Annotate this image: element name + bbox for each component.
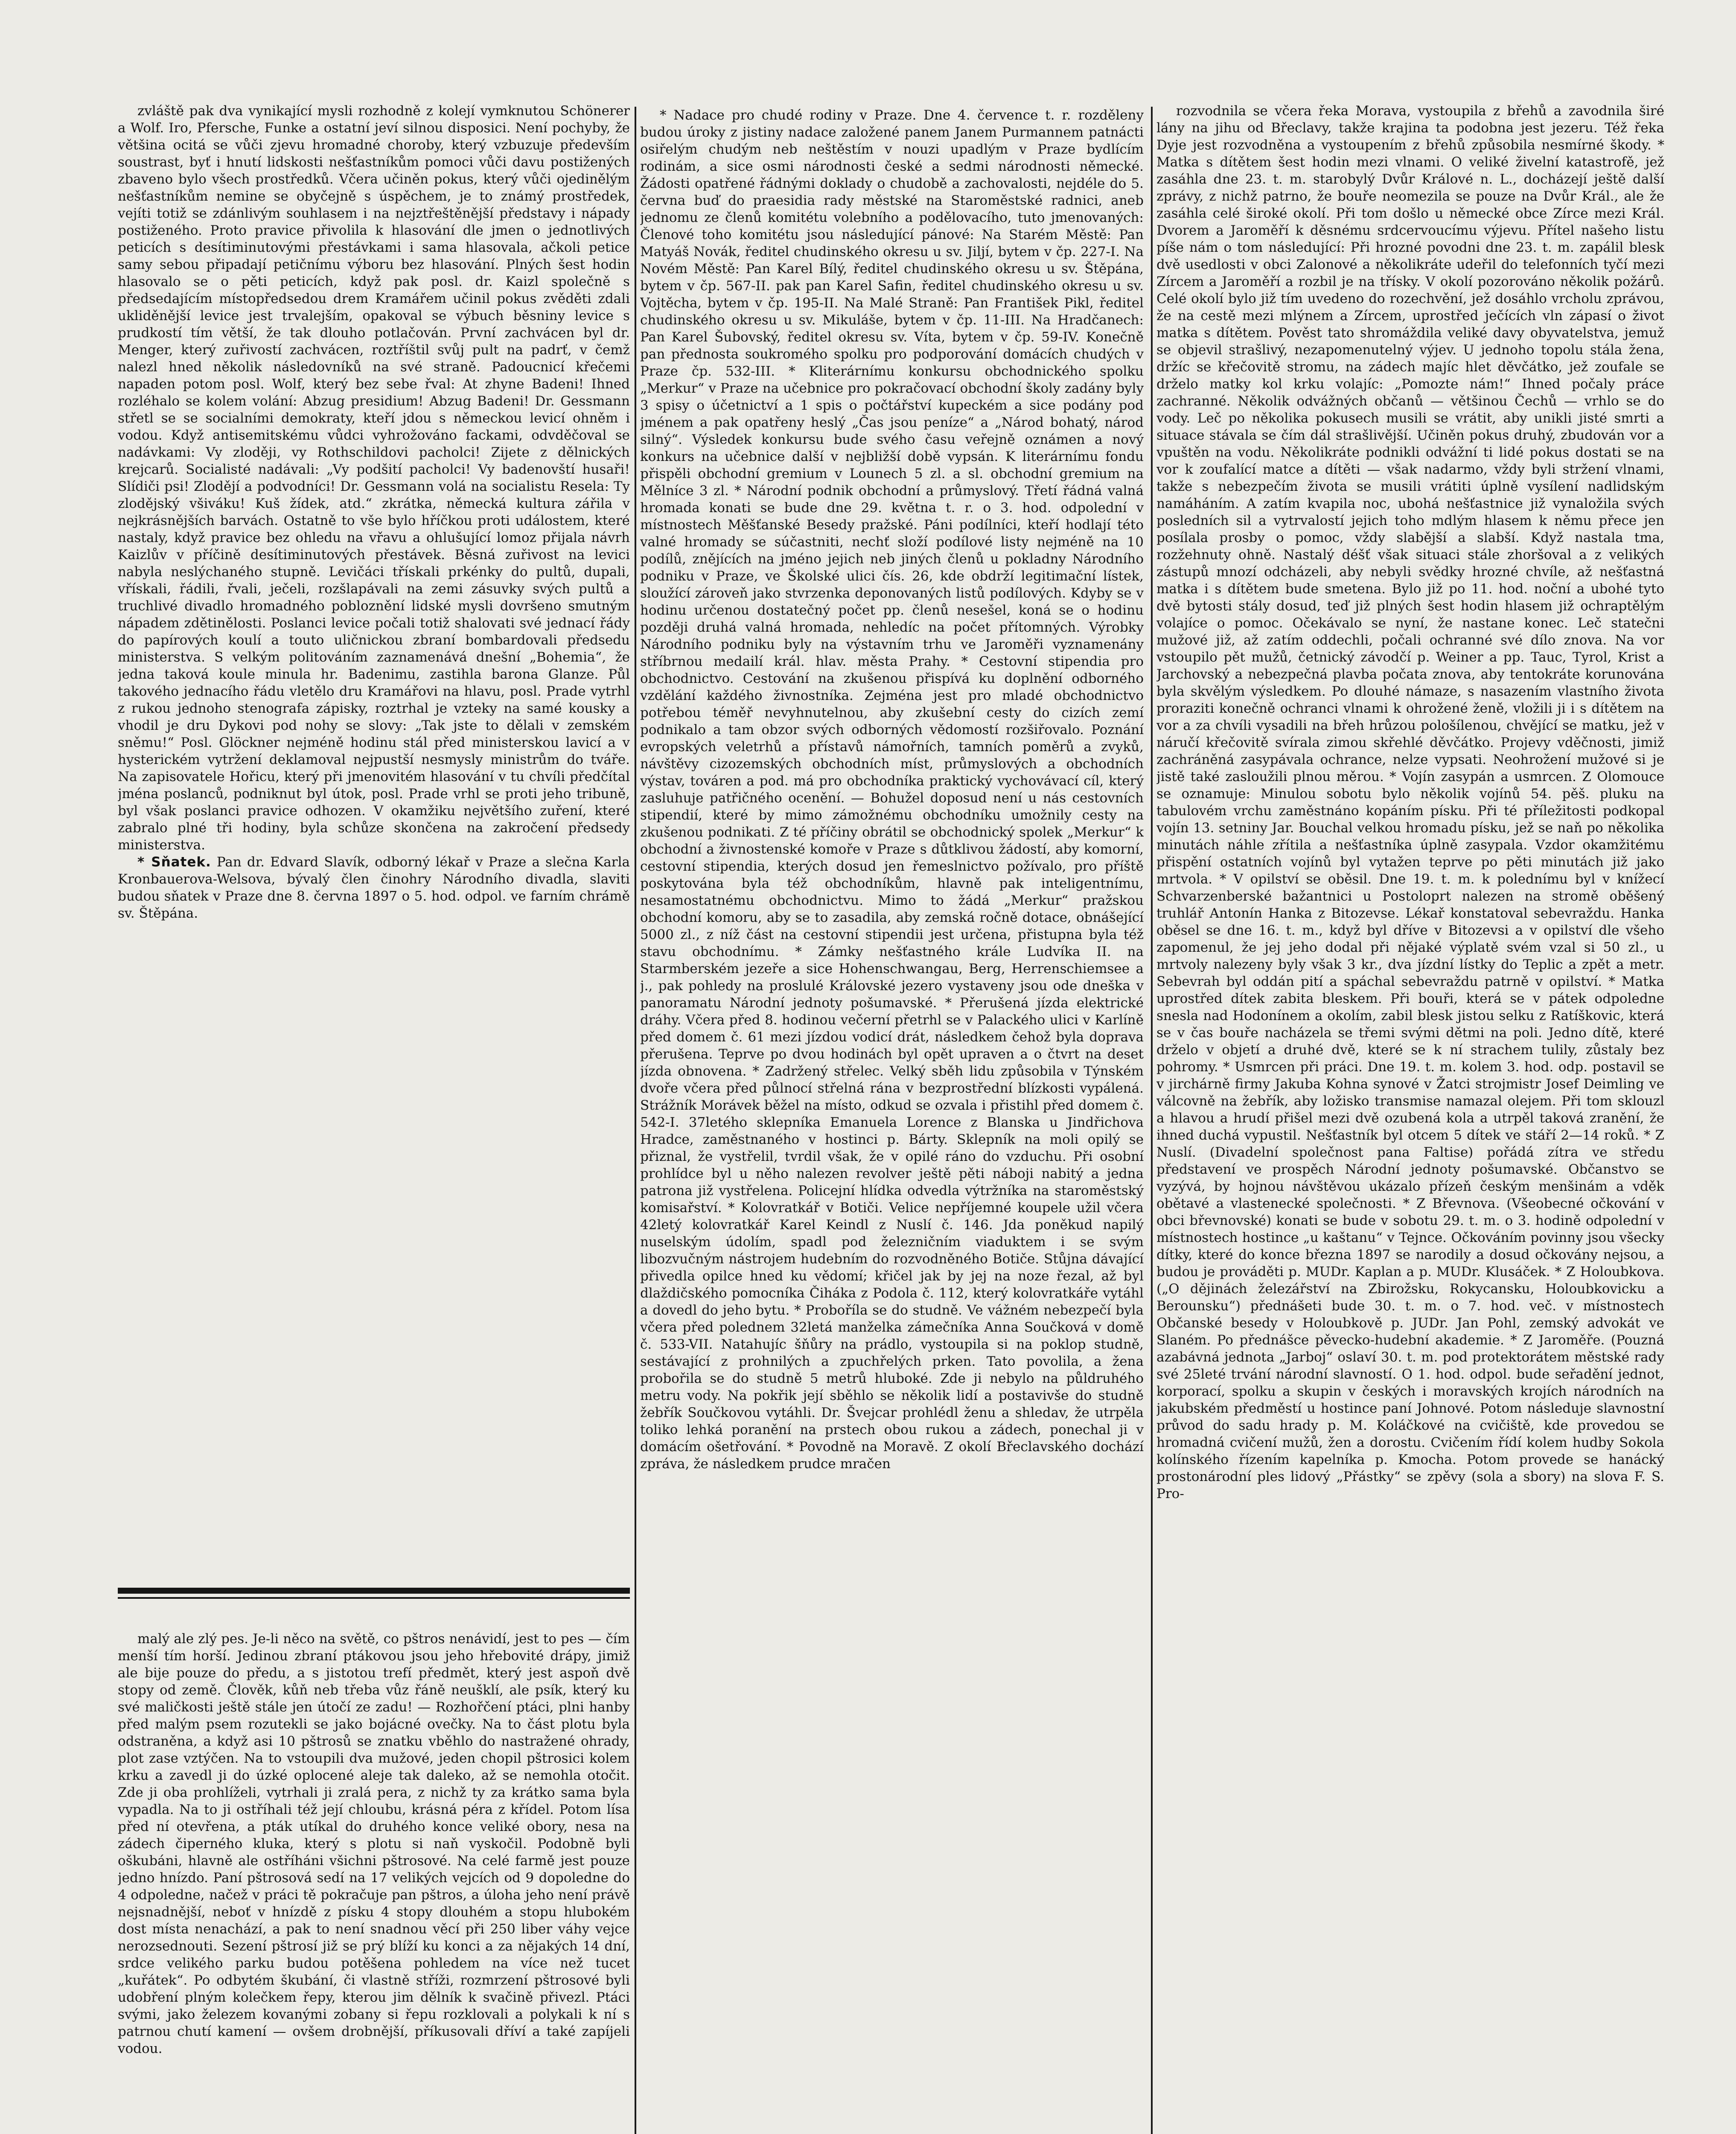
- column-rule-2: [1151, 107, 1153, 2134]
- column-right: [1156, 102, 1664, 2134]
- news-middle: * Nadace pro chudé rodiny v Praze. Dne 4. července t. r. rozděleny budou úroky z jistiny nadace založené panem Janem Purmannem patnácti osiřelým chudým neb neštěstím v nouzi upadlým v Praze bydlícím rodinám, a sice osmi národnosti české a sedmi národnosti německé. Žádosti opatřené řádnými doklady o chudobě a zachovalosti, nejdéle do 5. června buď do praesidia rady městské na Staroměstské radnici, aneb jednomu ze členů komitétu volebního a podělovacího, tuto jmenovaných: Členové toho komitétu jsou následující pánové: Na Starém Městě: Pan Matyáš Novák, ředitel chudinského okresu u sv. Jiljí, bytem v čp. 227-I. Na Novém Městě: Pan Karel Bílý, ředitel chudinského okresu u sv. Štěpána, bytem v čp. 567-II. pak pan Karel Safin, ředitel chudinského okresu u sv. Vojtěcha, bytem v čp. 195-II. Na Malé Straně: Pan František Pikl, ředitel chudinského okresu u sv. Mikuláše, bytem v čp. 11-III. Na Hradčanech: Pan Karel Šubovský, ředitel okresu sv. Víta, bytem v čp. 59-IV. Konečně pan přednosta soukromého spolku pro podporování domácích chudých v Praze čp. 532-III. * Kliterárnímu konkursu obchodnického spolku „Merkur“ v Praze na učebnice pro pokračovací obchodní školy zadány byly 3 spisy o účetnictví a 1 spis o počtářství kupeckém a sice podány pod jménem a pak opatřeny heslý „Čas jsou peníze“ a „Národ bohatý, národ silný“. Výsledek konkursu bude svého času veřejně oznámen a nový konkurs na učebnice další v nejbližší době vypsán. K literárnímu fondu přispěli obchodní gremium v Lounech 5 zl. a sl. obchodní gremium na Mělníce 3 zl. * Národní podnik obchodní a průmyslový. Třetí řádná valná hromada konati se bude dne 29. května t. r. o 3. hod. odpolední v místnostech Měšťanské Besedy pražské. Páni podílníci, kteří hodlají této valné hromady se súčastniti, nechť složí podílové listy nejméně na 10 podílů, znějících na jméno jejich neb jiných členů u pokladny Národního podniku v Praze, ve Školské ulici čís. 26, kde obdrží legitimační lístek, sloužící zároveň jako stvrzenka deponovaných listů podílových. Kdyby se v hodinu určenou dostatečný počet pp. členů nesešel, koná se o hodinu později druhá valná hromada, nehledíc na počet přítomných. Výrobky Národního podniku byly na výstavním trhu ve Jaroměři vyznamenány stříbrnou medailí král. hlav. města Prahy. * Cestovní stipendia pro obchodnictvo. Cestování na zkušenou přispívá ku doplnění odborného vzdělání každého živnostníka. Zejména jest pro mladé obchodnictvo potřebou téměř nevyhnutelnou, aby zkušební cesty do cizích zemí podnikalo a tam obzor svých odborných vědomostí rozšiřovalo. Poznání evropských veletrhů a přístavů námořních, tamních poměrů a zvyků, návštěvy cizozemských obchodních míst, průmyslových a obchodních výstav, továren a pod. má pro obchodníka praktický vychovávací cíl, který zasluhuje patřičného ocenění. — Bohužel doposud není u nás cestovních stipendií, které by mimo zámožnému obchodníku umožnily cesty na zkušenou podnikati. Z té příčiny obrátil se obchodnický spolek „Merkur“ k obchodní a živnostenské komoře v Praze s důtklivou žádostí, aby komorní, cestovní stipendia, kterých dosud jen řemeslnictvo požívalo, pro příště poskytována byla též obchodníkům, hlavně pak inteligentnímu, nesamostatnému obchodnictvu. Mimo to žádá „Merkur“ pražskou obchodní komoru, aby se to zasadila, aby zemská ročně dotace, obnášející 5000 zl., z níž část na cestovní stipendii jest určena, přistupna byla též stavu obchodnímu. * Zámky nešťastného krále Ludvíka II. na Starmberském jezeře a sice Hohenschwangau, Berg, Herrenschiemsee a j., pak pohledy na proslulé Královské jezero vystaveny jsou ode dneška v panoramatu Národní jednoty pošumavské. * Přerušená jízda elektrické dráhy. Včera před 8. hodinou večerní přetrhl se v Palackého ulici v Karlíně před domem č. 61 mezi jízdou vodicí drát, následkem čehož byla doprava přerušena. Teprve po dvou hodinách byl opět upraven a o čtvrt na deset jízda obnovena. * Zadržený střelec. Velký sběh lidu způsobila v Týnském dvoře včera před půlnocí střelná rána v bezprostřední blízkosti vypálená. Strážník Morávek běžel na místo, odkud se ozvala i přistihl před domem č. 542-I. 37letého sklepníka Emanuela Lorence z Blanska u Jindřichova Hradce, zaměstnaného v hostinci p. Bárty. Sklepník na moli opilý se přiznal, že vystřelil, tvrdil však, že v opilé ráno do vzduchu. Při osobní prohlídce byl u něho nalezen revolver ještě pěti náboji nabitý a jedna patrona již vystřelena. Policejní hlídka odvedla výtržníka na staroměstský komisařství. * Kolovratkář v Botiči. Velice nepříjemné koupele užil včera 42letý kolovratkář Karel Keindl z Nuslí č. 146. Jda poněkud napilý nuselským údolím, spadl pod železničním viaduktem i se svým libozvučným nástrojem hudebním do rozvodněného Botiče. Stůjna dávající přivedla opilce hned ku vědomí; křičel jak by jej na noze řezal, až byl dlaždičského pomocníka Čiháka z Podola č. 112, který kolovratkáře vytáhl a dovedl do jeho bytu. * Proboříla se do studně. Ve vážném nebezpečí byla včera před polednem 32letá manželka zámečníka Anna Součková v domě č. 533-VII. Natahujíc šňůry na prádlo, vystoupila si na poklop studně, sestávající z prohnilých a zpuchřelých prken. Tato povolila, a žena probořila se do studně 5 metrů hluboké. Zde ji nebylo na půldruhého metru vody. Na pokřik její sběhlo se několik lidí a postavivše do studně žebřík Součkovou vytáhli. Dr. Švejcar prohlédl ženu a shledav, že utrpěla toliko lehká poranění na prstech obou rukou a zádech, ponechal ji v domácím ošetřování. * Povodně na Moravě. Z okolí Břeclavského dochází zpráva, že následkem prudce mračen: [640, 108, 1144, 1472]
- column-left-upper: [118, 102, 630, 1571]
- feuilleton-ostriches: malý ale zlý pes. Je-li něco na světě, co pštros nenávidí, jest to pes — čím menší tím horší. Jedinou zbraní ptákovou jsou jeho hřebovité drápy, jimiž ale bije pouze do předu, a s jistotou trefí předmět, který jest aspoň dvě stopy od země. Člověk, kůň neb třeba vůz řáně neušklí, ale psík, který ku své maličkosti ještě stále jen útočí ze zadu! — Rozhořčení ptáci, plni hanby před malým psem rozutekli se jako bojácné ovečky. Na to část plotu byla odstraněna, a když asi 10 pštrosů se znatku vběhlo do nastražené ohrady, plot zase vztýčen. Na to vstoupili dva mužové, jeden chopil pštrosici kolem krku a zavedl ji do úzké oplocené aleje tak daleko, až se nemohla otočit. Zde ji oba prohlíželi, vytrhali ji zralá pera, z nichž ty za krátko sama byla vypadla. Na to ji ostříhali též její chloubu, krásná péra z křídel. Potom lísa před ní otevřena, a pták utíkal do druhého konce veliké obory, nesa na zádech čiperného kluka, který s plotu si naň vyskočil. Podobně byli oškubáni, hlavně ale ostříháni všichni pštrosové. Na celé farmě jest pouze jedno hnízdo. Paní pštrosová sedí na 17 velikých vejcích od 9 dopoledne do 4 odpoledne, načež v práci tě pokračuje pan pštros, a úloha jeho není právě nejsnadnější, neboť v hnízdě z písku 4 stopy dlouhém a stopu hlubokém dost místa nenachází, a pak to není snadnou věcí při 250 liber váhy vejce nerozsednouti. Sezení pštrosí již se prý blíží ku konci a za nějakých 14 dní, srdce velikého parku budou potěšena pohledem na více než tucet „kuřátek“. Po odbytém škubání, či vlastně stříži, rozmrzení pštrosové byli udobření plným kolečkem řepy, kterou jim dělník k svačině přivezl. Ptáci svými, jako železem kovanými zobany si řepu rozklovali a polykali k ní s patrnou chutí kamení — ovšem drobnější, příkusovali dříví a také zapíjeli vodou.: [118, 1631, 630, 2056]
- column-left-lower: [118, 1630, 630, 2134]
- section-divider-thick: [118, 1588, 630, 1594]
- article-wedding: [118, 854, 630, 922]
- news-right: rozvodnila se včera řeka Morava, vystoupila z břehů a zavodnila širé lány na jihu od Břeclavy, takže krajina ta podobna jest jezeru. Též řeka Dyje jest rozvodněna a vystoupením z břehů způsobila nesmírné škody. * Matka s dítětem šest hodin mezi vlnami. O veliké živelní katastrofě, jež zasáhla dne 23. t. m. starobylý Dvůr Králové n. L., docházejí ještě další zprávy, z nichž patrno, že bouře neomezila se pouze na Dvůr Král., ale že zasáhla celé široké okolí. Při tom došlo u německé obce Zírce mezi Král. Dvorem a Jaroměří k děsnému srdcervoucímu výjevu. Přítel našeho listu píše nám o tom následující: Při hrozné povodni dne 23. t. m. zapálil blesk dvě usedlosti v obci Zalonové a několikráte udeřil do telefonních tyčí mezi Zírcem a Jaroměří a rozbil je na třísky. V okolí pozorováno několik požárů. Celé okolí bylo již tím uvedeno do rozechvění, jež dosáhlo vrcholu zprávou, že na cestě mezi mlýnem a Zírcem, uprostřed ječících vln zápasí o život matka s dítětem. Pověst tato shromáždila veliké davy obyvatelstva, jemuž se objevil strašlivý, nezapomenutelný výjev. U jednoho topolu stála žena, držíc se křečovitě stromu, na zádech majíc hlet děvčátko, jež zoufale se drželo matky kol krku volajíc: „Pomozte nám!“ Ihned počaly práce zachranné. Několik odvážných občanů — většinou Čechů — vrhlo se do vody. Leč po několika pokusech musili se vrátit, aby unikli jisté smrti a situace stávala se čím dál strašlivější. Učiněn pokus druhý, zbudován vor a vpuštěn na vodu. Několikráte podnikli odvážní ti lidé pokus dostati se na vor k zoufalící matce a dítěti — však nadarmo, vždy byli stržení vlnami, takže s nebezpečím života se musili vrátiti úplně vysílení nadlidským namáháním. A zatím kvapila noc, ubohá nešťastnice již vynaložila svých posledních sil a vytrvalostí jejich toho mdlým hlasem k němu přece jen posílala prosby o pomoc, vždy slabější a slabší. Když nastala tma, rozžehnuty ohně. Nastalý déšť však situaci stále zhoršoval a z velikých zástupů mnozí odcházeli, aby nebyli svědky hrozné chvíle, až nešťastná matka i s dítětem bude smetena. Bylo již po 11. hod. noční a ubohé tyto dvě bytosti stály dosud, teď již plných šest hodin hlasem již ochraptělým volajíce o pomoc. Očekávalo se nyní, že nastane konec. Leč statečni mužové již, až zatím oddechli, počali ochranné své dílo znova. Na vor vstoupilo pět mužů, četnický závodčí p. Weiner a pp. Tauc, Tyrol, Krist a Jarchovský a nebezpečná plavba počata znova, aby tentokráte korunována byla skvělým výsledkem. Po dlouhé námaze, s nasazením vlastního života proraziti konečně ochranci vlnami k ohrožené ženě, vložili ji i s dítětem na vor a za chvíli vysadili na břeh hrůzou pološílenou, chvějící se matku, jež v náručí křečovitě svírala zimou skřehlé děvčátko. Projevy vděčnosti, jimiž zachráněná zasypávala ochrance, nelze vypsati. Neohrožení mužové si je jistě také zasloužili plnou měrou. * Vojín zasypán a usmrcen. Z Olomouce se oznamuje: Minulou sobotu bylo několik vojínů 54. pěš. pluku na tabulovém vrchu zaměstnáno kopáním písku. Při té příležitosti podkopal vojín 13. setniny Jar. Bouchal velkou hromadu písku, jež se naň po několika minutách náhle zřítila a nešťastníka úplně zasypala. Vzdor okamžitému přispění ostatních vojínů byl vytažen teprve po pěti minutách již jako mrtvola. * V opilství se oběsil. Dne 19. t. m. k polednímu byl v knížecí Schvarzenberské bažantnici u Postoloprt nalezen na stromě oběšený truhlář Antonín Hanka z Bitozevse. Lékař konstatoval sebevraždu. Hanka oběsel se dne 16. t. m., když byl dříve v Bitozevsi a v opilství dle všeho zapomenul, že jej jeho dodal při nějaké výplatě svém vzal si 50 zl., u mrtvoly nalezeny byly však 3 kr., dva jízdní lístky do Teplic a zpět a metr. Sebevrah byl oddán pití a spáchal sebevraždu patrně v opilství. * Matka uprostřed dítek zabita bleskem. Při bouři, která se v pátek odpoledne snesla nad Hodonínem a okolím, zabil blesk jistou selku z Ratíškovic, která se v čas bouře nacházela se třemi svými dětmi na poli. Jedno dítě, které drželo v objetí a druhé dvě, které se k ní strachem tulily, zůstaly bez pohromy. * Usmrcen při práci. Dne 19. t. m. kolem 3. hod. odp. postavil se v jirchárně firmy Jakuba Kohna synové v Žatci strojmistr Josef Deimling ve válcovně na žebřík, aby ložisko transmise namazal olejem. Při tom sklouzl a hlavou a hrudí přišel mezi dvě ozubená kola a utrpěl taková zranění, že ihned duchá vypustil. Nešťastník byl otcem 5 dítek ve stáří 2—14 roků. * Z Nuslí. (Divadelní společnost pana Faltise) pořádá zítra ve středu představení ve prospěch Národní jednoty pošumavské. Občanstvo se vyzývá, by hojnou návštěvou ukázalo přízeň českým menšinám a vděk obětavé a vlastenecké společnosti. * Z Břevnova. (Všeobecné očkování v obci břevnovské) konati se bude v sobotu 29. t. m. o 3. hodině odpolední v místnostech hostince „u kaštanu“ v Tejnce. Očkováním povinny jsou všecky dítky, které do konce března 1897 se narodily a dosud očkovány nejsou, a budou je prováděti p. MUDr. Kaplan a p. MUDr. Klusáček. * Z Holoubkova. („O dějinách železářství na Zbirožsku, Rokycansku, Holoubkovicku a Berounsku“) přednášeti bude 30. t. m. o 7. hod. več. v místnostech Občanské besedy v Holoubkově p. JUDr. Jan Pohl, zemský advokát ve Slaném. Po přednášce pěvecko-hudební akademie. * Z Jaroměře. (Pouzná azabávná jednota „Jarboj“ oslaví 30. t. m. pod protektorátem městské rady své 25leté trvání národní slavností. O 1. hod. odpol. bude seřadění jednot, korporací, spolku a skupin v českých i moravských krojích národních na jakubském předměstí u hostince paní Johnové. Potom následuje slavnostní průvod do sadu hrady p. M. Koláčkové na cvičiště, kde provedou se hromadná cvičení mužů, žen a dorostu. Cvičením řídí kolem hudby Sokola kolínského řízením kapelníka p. Kmocha. Potom provede se hanácký prostonárodní ples lidový „Přástky“ se zpěvy (sola a sbory) na slova F. S. Pro-: [1156, 103, 1664, 1501]
- heading-wedding: * Sňatek.: [137, 854, 211, 870]
- wedding-text: Pan dr. Edvard Slavík, odborný lékař v Praze a slečna Karla Kronbauerova-Welsova, bývalý člen činohry Národního divadla, slaviti budou sňatek v Praze dne 8. června 1897 o 5. hod. odpol. ve farním chrámě sv. Štěpána.: [118, 854, 630, 921]
- column-middle: [640, 107, 1144, 2134]
- article-parliament: zvláště pak dva vynikající mysli rozhodně z kolejí vymknutou Schönerer a Wolf. Iro, Pfersche, Funke a ostatní jeví silnou disposici. Není pochyby, že většina ocitá se vůči zjevu hromadné choroby, který vzbuzuje především soustrast, byť i hnutí lidskosti nešťastníkům pomoci vůči davu postižených zbaveno bylo všech prostředků. Včera učiněn pokus, který vůči ojedinělým nešťastníkům nemine se obyčejně s úspěchem, je to známý prostředek, vejíti totiž se zdánlivým souhlasem i na nejztřeštěnější představy i nápady postiženého. Proto pravice přivolila k hlasování dle jmen o jednotlivých peticích s desítiminutovými přestávkami i sama hlasovala, ačkoli petice samy sebou připadají petičnímu výboru bez hlasování. Plných šest hodin hlasovalo se o pěti peticích, když pak posl. dr. Kaizl společně s předsedajícím místopředsedou drem Kramářem učinil pokus zvěděti zdali ukliděnější levice jest trvalejším, opakoval se výbuch běsniny levice s prudkostí tím větší, že tak dlouho potlačován. První zachvácen byl dr. Menger, který zuřivostí zachvácen, roztříštil svůj pult na padrť, v čemž nalezl hned několik následovníků na své straně. Padoucnicí křečemi napaden potom posl. Wolf, který bez sebe řval: At zhyne Badeni! Ihned rozléhalo se kolem volání: Abzug presidium! Abzug Badeni! Dr. Gessmann střetl se se socialními demokraty, kteří jdou s německou levicí ohněm i vodou. Když antisemitskému vůdci vyhrožováno fackami, odvděčoval se nadávkami: Vy zloději, vy Rothschildovi pacholci! Zijete z dělnických krejcarů. Socialisté nadávali: „Vy podšití pacholci! Vy badenovští husaři! Slídiči psi! Zlodějí a podvodníci! Dr. Gessmann volá na socialistu Resela: Ty zlodějský všiváku! Kuš žídek, atd.“ zkrátka, německá kultura zářila v nejkrásnějších barvách. Ostatně to vše bylo hříčkou proti událostem, které nastaly, když pravice bez ohledu na vřavu a ohlušující lomoz přijala návrh Kaizlův v příčině desítiminutových přestávek. Běsná zuřivost na levici nabyla neslýchaného stupně. Levičáci třískali prkénky do pultů, dupali, vřískali, řádili, řvali, ječeli, rozšlapávali na zemi zásuvky svých pultů a truchlivé divadlo hromadného pobloznění lidské mysli dovršeno smutným nápadem zdětinělosti. Poslanci levice počali totiž shalovati své jednací řády do papírových koulí a touto uličnickou zbraní bombardovali předsedu ministerstva. S velkým politováním zaznamenává dnešní „Bohemia“, že jedna taková koule minula hr. Badenimu, zastihla barona Glanze. Půl takového jednacího řádu vletělo dru Kramářovi na hlavu, posl. Prade vytrhl z rukou jednoho stenografa zápisky, roztrhal je vzteky na samé kousky a vhodil je dru Dykovi pod nohy se slovy: „Tak jste to dělali v zemském sněmu!“ Posl. Glöckner nejméně hodinu stál před ministerskou lavicí a v hysterickém vytržení deklamoval nejpustší nesmysly ministrům do tváře. Na zapisovatele Hořicu, který při jmenovitém hlasování v tu chvíli předčítal jména poslanců, podniknut byl útok, posl. Prade vrhl se proti jeho tribuně, byl však poslanci pravice odhozen. V okamžiku největšího zuření, které zabralo plné tři hodiny, byla schůze skončena na zakročení předsedy ministerstva.: [118, 103, 630, 853]
- column-rule-1: [635, 107, 636, 2134]
- section-divider-thin: [118, 1597, 630, 1599]
